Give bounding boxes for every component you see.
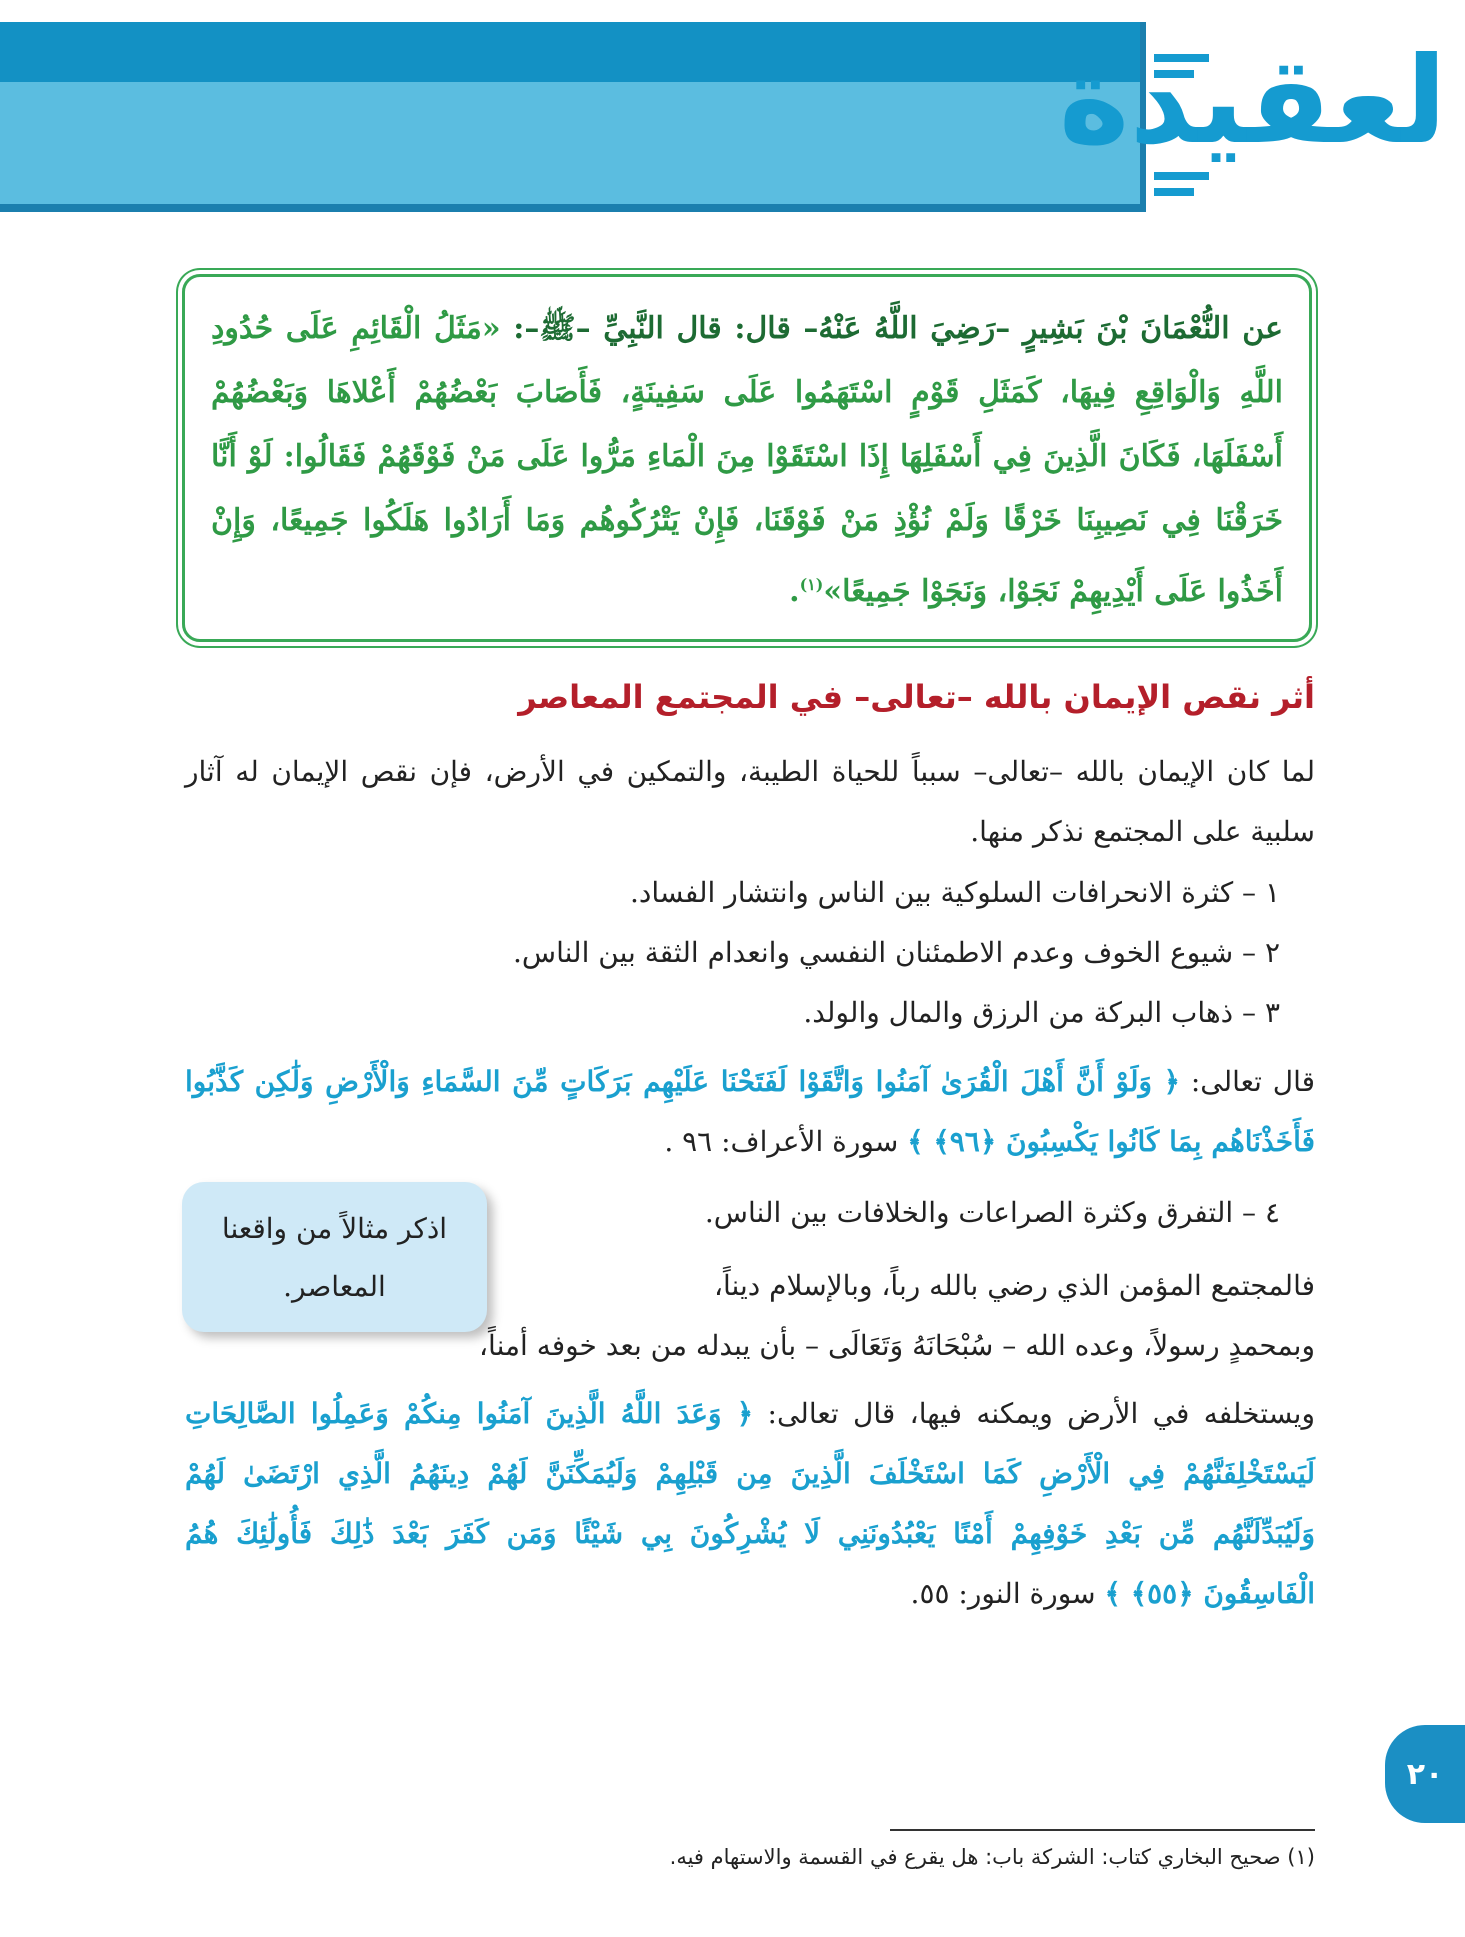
logo: [1058, 22, 1465, 212]
hadith-box: [182, 274, 1312, 642]
footnote-rule: [890, 1829, 1315, 1831]
verse-1-paragraph: [185, 1052, 1315, 1172]
section-title: أثر نقص الإيمان بالله –تعالى– في المجتمع المعاصر: [518, 678, 1315, 716]
activity-box: اذكر مثالاً من واقعنا المعاصر.: [182, 1182, 487, 1332]
para2-line3: ويستخلفه في الأرض ويمكنه فيها، قال تعالى:: [767, 1397, 1316, 1430]
list-item-1: ١ – كثرة الانحرافات السلوكية بين الناس وانتشار الفساد.: [629, 876, 1280, 909]
page-number: ٢٠: [1385, 1725, 1465, 1823]
list-item-3: ٣ – ذهاب البركة من الرزق والمال والولد.: [803, 996, 1280, 1029]
list-item-2: ٢ – شيوع الخوف وعدم الاطمئنان النفسي وانعدام الثقة بين الناس.: [513, 936, 1280, 969]
para2-line1: فالمجتمع المؤمن الذي رضي بالله رباً، وبالإسلام ديناً،: [713, 1269, 1315, 1302]
verse-2: ﴿ وَعَدَ اللَّهُ الَّذِينَ آمَنُوا مِنكُمْ وَعَمِلُوا الصَّالِحَاتِ لَيَسْتَخْلِفَنَّهُمْ فِي الْأَرْضِ كَمَا اسْتَخْلَفَ الَّذِينَ مِن قَبْلِهِمْ وَلَيُمَكِّنَنَّ لَهُمْ دِينَهُمُ الَّذِي ارْتَضَىٰ لَهُمْ وَلَيُبَدِّلَنَّهُم مِّن بَعْدِ خَوْفِهِمْ أَمْنًا يَعْبُدُونَنِي لَا يُشْرِكُونَ بِي شَيْئًا وَمَن كَفَرَ بَعْدَ ذَٰلِكَ فَأُولَٰئِكَ هُمُ الْفَاسِقُونَ ﴿٥٥﴾ ﴾: [185, 1397, 1315, 1610]
verse-1-prefix: قال تعالى:: [1190, 1065, 1316, 1098]
logo-text: لعقيدة: [1058, 32, 1447, 171]
verse-2-ref: سورة النور: ٥٥.: [910, 1577, 1096, 1610]
verse-1-ref: سورة الأعراف: ٩٦ .: [664, 1125, 899, 1158]
verse-1: ﴿ وَلَوْ أَنَّ أَهْلَ الْقُرَىٰ آمَنُوا وَاتَّقَوْا لَفَتَحْنَا عَلَيْهِم بَرَكَاتٍ مِّنَ السَّمَاءِ وَالْأَرْضِ وَلَٰكِن كَذَّبُوا فَأَخَذْنَاهُم بِمَا كَانُوا يَكْسِبُونَ ﴿٩٦﴾ ﴾: [185, 1065, 1315, 1158]
header-stripe: [0, 22, 1160, 82]
hadith-end: .: [789, 574, 800, 609]
para2-line2: وبمحمدٍ رسولاً، وعده الله – سُبْحَانَهُ وَتَعَالَى – بأن يبدله من بعد خوفه أمناً،: [479, 1329, 1315, 1362]
verse-2-paragraph: [185, 1384, 1315, 1624]
list-item-4: ٤ – التفرق وكثرة الصراعات والخلافات بين الناس.: [704, 1196, 1280, 1229]
footnote-mark: (١): [799, 575, 824, 594]
hadith-lead: عن النُّعْمَانَ بْنَ بَشِيرٍ –رَضِيَ اللَّهُ عَنْهُ– قال: قال النَّبِيِّ –ﷺ–:: [513, 311, 1283, 346]
footnote: (١) صحيح البخاري كتاب: الشركة باب: هل يقرع في القسمة والاستهام فيه.: [669, 1845, 1315, 1869]
hadith-body: «مَثَلُ الْقَائِمِ عَلَى حُدُودِ اللَّهِ وَالْوَاقِعِ فِيهَا، كَمَثَلِ قَوْمٍ اسْتَهَمُوا عَلَى سَفِينَةٍ، فَأَصَابَ بَعْضُهُمْ أَعْلاهَا وَبَعْضُهُمْ أَسْفَلَهَا، فَكَانَ الَّذِينَ فِي أَسْفَلِهَا إِذَا اسْتَقَوْا مِنَ الْمَاءِ مَرُّوا عَلَى مَنْ فَوْقَهُمْ فَقَالُوا: لَوْ أَنَّا خَرَقْنَا فِي نَصِيبِنَا خَرْقًا وَلَمْ نُؤْذِ مَنْ فَوْقَنَا، فَإِنْ يَتْرُكُوهُم وَمَا أَرَادُوا هَلَكُوا جَمِيعًا، وَإِنْ أَخَذُوا عَلَى أَيْدِيهِمْ نَجَوْا، وَنَجَوْا جَمِيعًا»: [211, 311, 1283, 609]
intro-paragraph: لما كان الإيمان بالله –تعالى– سبباً للحياة الطيبة، والتمكين في الأرض، فإن نقص الإيمان له آثار سلبية على المجتمع نذكر منها.: [185, 755, 1315, 848]
hadith-text: [211, 297, 1283, 624]
